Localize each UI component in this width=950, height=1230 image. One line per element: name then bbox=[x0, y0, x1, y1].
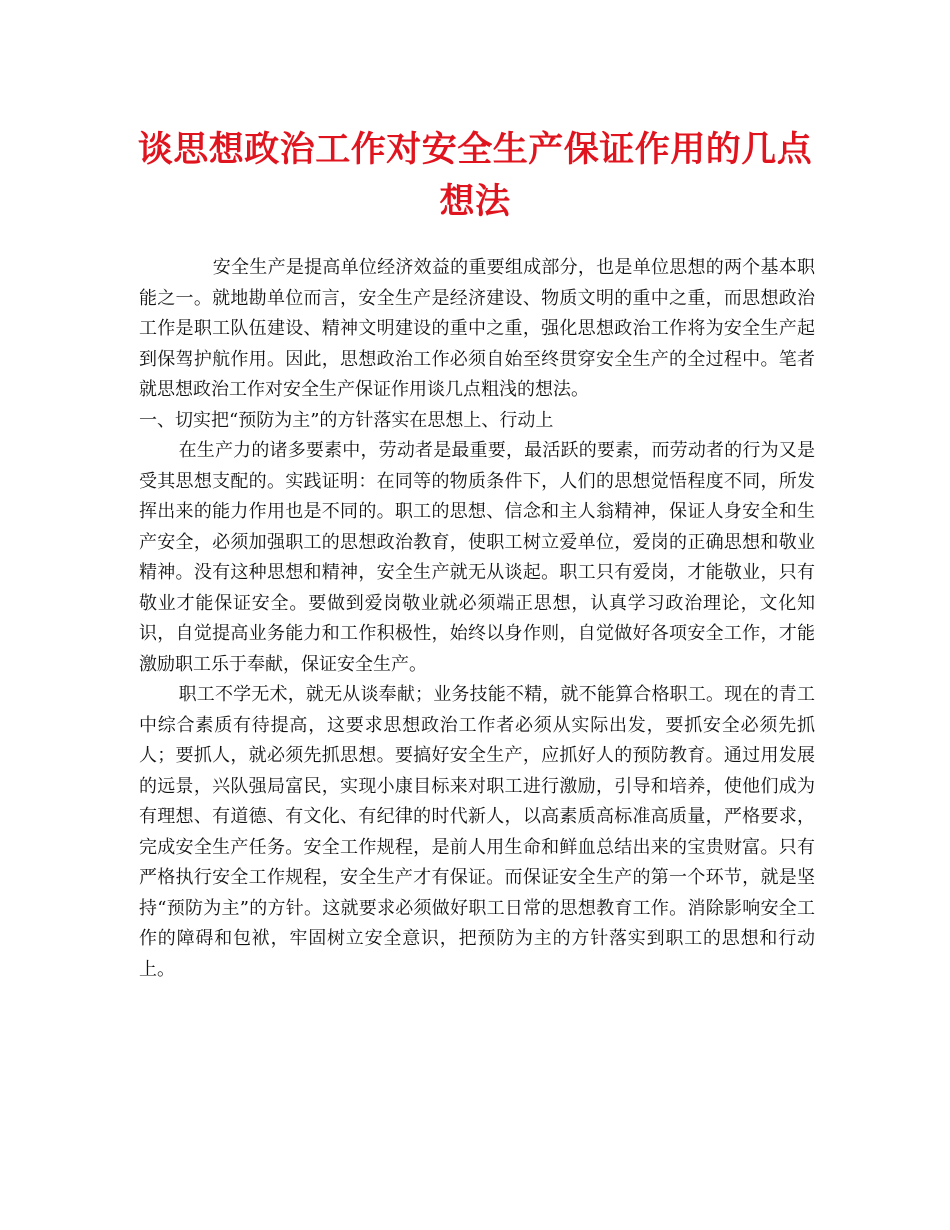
body-paragraph-1: 在生产力的诸多要素中，劳动者是最重要，最活跃的要素，而劳动者的行为又是受其思想支配的。实践证明：在同等的物质条件下，人们的思想觉悟程度不同，所发挥出来的能力作用也是不同的。职工的思想、信念和主人翁精神，保证人身安全和生产安全，必须加强职工的思想政治教育，使职工树立爱单位，爱岗的正确思想和敬业精神。没有这种思想和精神，安全生产就无从谈起。职工只有爱岗，才能敬业，只有敬业才能保证安全。要做到爱岗敬业就必须端正思想，认真学习政治理论，文化知识，自觉提高业务能力和工作积极性，始终以身作则，自觉做好各项安全工作，才能激励职工乐于奉献，保证安全生产。 bbox=[139, 440, 815, 675]
document-title bbox=[120, 124, 830, 228]
title-line-2: 想法 bbox=[439, 182, 511, 222]
title-line-1: 谈思想政治工作对安全生产保证作用的几点 bbox=[137, 130, 813, 170]
section-heading-1: 一、切实把“预防为主”的方针落实在思想上、行动上 bbox=[139, 409, 554, 431]
document-body bbox=[139, 253, 815, 985]
intro-paragraph: 安全生产是提高单位经济效益的重要组成部分，也是单位思想的两个基本职能之一。就地勘单位而言，安全生产是经济建设、物质文明的重中之重，而思想政治工作是职工队伍建设、精神文明建设的重中之重，强化思想政治工作将为安全生产起到保驾护航作用。因此，思想政治工作必须自始至终贯穿安全生产的全过程中。笔者就思想政治工作对安全生产保证作用谈几点粗浅的想法。 bbox=[139, 257, 815, 400]
body-paragraph-2: 职工不学无术，就无从谈奉献；业务技能不精，就不能算合格职工。现在的青工中综合素质有待提高，这要求思想政治工作者必须从实际出发，要抓安全必须先抓人；要抓人，就必须先抓思想。要搞好安全生产，应抓好人的预防教育。通过用发展的远景，兴队强局富民，实现小康目标来对职工进行激励，引导和培养，使他们成为有理想、有道德、有文化、有纪律的时代新人，以高素质高标准高质量，严格要求，完成安全生产任务。安全工作规程，是前人用生命和鲜血总结出来的宝贵财富。只有严格执行安全工作规程，安全生产才有保证。而保证安全生产的第一个环节，就是坚持“预防为主”的方针。这就要求必须做好职工日常的思想教育工作。消除影响安全工作的障碍和包袱，牢固树立安全意识，把预防为主的方针落实到职工的思想和行动上。 bbox=[139, 684, 815, 980]
